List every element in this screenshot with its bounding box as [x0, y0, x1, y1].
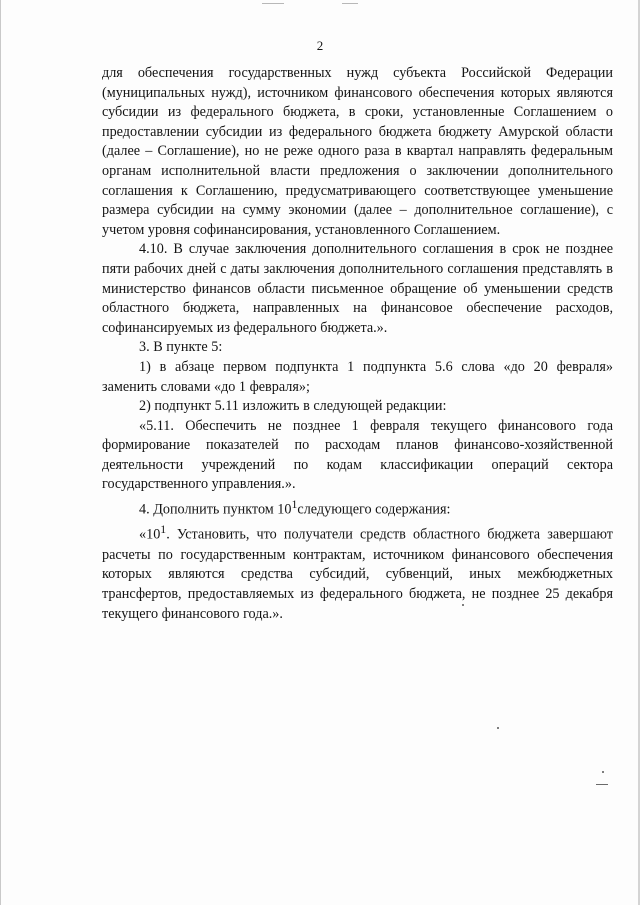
paragraph-5-11: «5.11. Обеспечить не позднее 1 февраля текущего финансового года формирование показателей по расходам планов финансово-хозяйственной деятельности учреждений по кодам классификации операций сектора государственного управления.». — [102, 417, 613, 493]
scan-speck — [497, 727, 499, 729]
scan-speck — [602, 771, 604, 773]
paragraph-10-1 — [102, 520, 613, 624]
scan-artifact — [596, 784, 608, 785]
superscript: 1 — [160, 522, 167, 537]
paragraph-subitem-1: 1) в абзаце первом подпункта 1 подпункта 5.6 слова «до 20 февраля» заменить словами «до 1 февраля»; — [102, 358, 613, 395]
scan-artifact — [342, 3, 358, 4]
paragraph-item-3: 3. В пункте 5: — [139, 339, 223, 356]
superscript: 1 — [291, 497, 298, 512]
paragraph-subitem-2: 2) подпункт 5.11 изложить в следующей редакции: — [139, 398, 447, 415]
paragraph-10-1-text: «10 — [139, 527, 161, 544]
page-number: 2 — [316, 38, 324, 53]
paragraph-item-4-text-end: следующего содержания: — [297, 501, 451, 518]
document-body — [102, 64, 613, 624]
paragraph-10-1-text-end: . Установить, что получатели средств областного бюджета завершают расчеты по государственным контрактам, источником финансового обеспечения которых являются средства субсидий, субвенций, иных межбюджетных трансфертов, предоставляемых из федерального бюджета, не позднее 25 декабря текущего финансового года.». — [102, 527, 613, 622]
paragraph-continuation: для обеспечения государственных нужд субъекта Российской Федерации (муниципальных нужд), источником финансового обеспечения которых являются субсидии из федерального бюджета, в сроки, установленные Соглашением о предоставлении субсидии из федерального бюджета бюджету Амурской области (далее – Соглашение), но не реже одного раза в квартал направлять федеральным органам исполнительной власти предложения о заключении дополнительного соглашения к Соглашению, предусматривающего соответствующее уменьшение размера субсидии на сумму экономии (далее – дополнительное соглашение), с учетом уровня софинансирования, установленного Соглашением. — [102, 65, 613, 238]
scan-speck — [462, 604, 464, 606]
scan-edge-left — [0, 0, 1, 905]
paragraph-item-4-text: 4. Дополнить пунктом 10 — [139, 501, 292, 518]
paragraph-4-10: 4.10. В случае заключения дополнительного соглашения в срок не позднее пяти рабочих дней с даты заключения дополнительного соглашения представлять в министерство финансов области письменное обращение об уменьшении средств областного бюджета, направленных на финансовое обеспечение расходов, софинансируемых из федерального бюджета.». — [102, 241, 613, 336]
scan-artifact — [262, 3, 284, 4]
paragraph-item-4 — [102, 495, 613, 520]
